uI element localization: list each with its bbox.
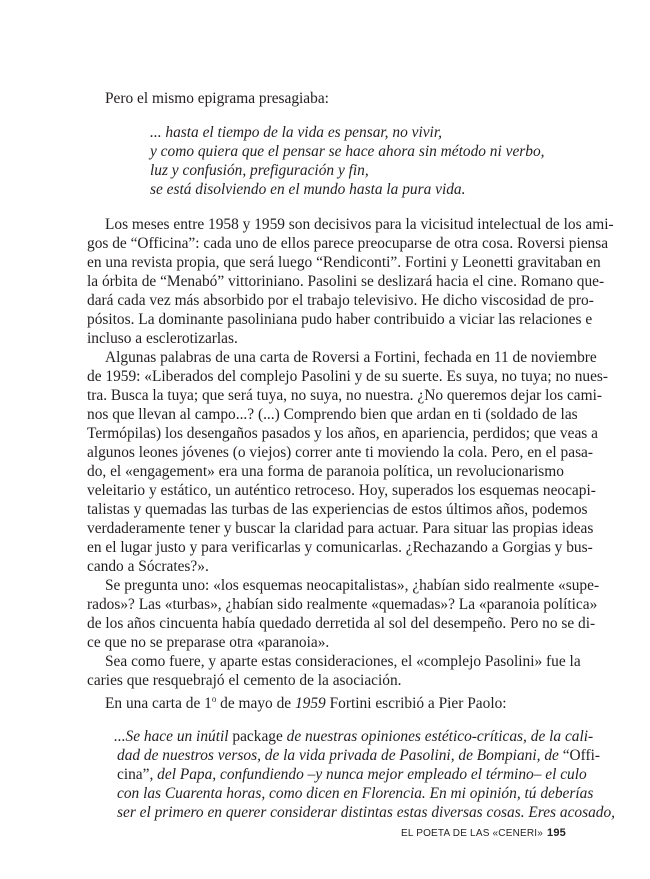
page-footer <box>401 827 566 839</box>
paragraph-line: do, el «engagement» era una forma de paranoia política, un revolucionarismo <box>87 463 564 480</box>
paragraph-line: veleitario y estático, un auténtico retroceso. Hoy, superados los esquemas neocapi- <box>87 482 596 499</box>
paragraph-line: de los años cincuenta había quedado derretida al sol del desempeño. Pero no se di- <box>87 615 596 632</box>
letter-intro-text: En una carta de 1 <box>105 695 212 713</box>
paragraph-line: Algunas palabras de una carta de Roversi a Fortini, fechada en 11 de noviembre <box>105 349 597 366</box>
running-head: EL POETA DE LAS «CENERI» <box>400 828 544 839</box>
paragraph-line: algunos leones jóvenes (o viejos) correr ante ti moviendo la cola. Pero, en el pasa- <box>87 444 594 461</box>
quote-text: de nuestras opiniones estético-críticas, de la cali- <box>282 728 594 745</box>
verse-line: y como quiera que el pensar se hace ahora sin método ni verbo, <box>150 143 545 160</box>
paragraph-line: en una revista propia, que será luego “Rendiconti”. Fortini y Leonetti gravitaban en <box>87 254 601 271</box>
paragraph-line: ce que no se preparase otra «paranoia». <box>87 634 330 651</box>
paragraph-line: Termópilas) los desengaños pasados y los años, en apariencia, perdidos; que veas a <box>87 425 598 442</box>
paragraph-line: en el lugar justo y para verificarlas y comunicarlas. ¿Rechazando a Gorgias y bus- <box>87 539 593 556</box>
paragraph-line: de 1959: «Liberados del complejo Pasolini y de su suerte. Es suya, no tuya; no nues- <box>87 368 609 385</box>
letter-intro-text: Fortini escribió a Pier Paolo: <box>325 695 507 713</box>
paragraph-line: nos que llevan al campo...? (...) Comprendo bien que ardan en ti (soldado de las <box>87 406 578 423</box>
paragraph-line: verdaderamente tener y buscar la claridad para actuar. Para situar las propias ideas <box>87 520 594 537</box>
paragraph-line: Se pregunta uno: «los esquemas neocapitalistas», ¿habían sido realmente «supe- <box>105 577 600 594</box>
letter-year: 1959 <box>294 695 326 713</box>
paragraph-line: talistas y quemadas las turbas de las experiencias de estos últimos años, podemos <box>87 501 588 518</box>
ordinal-superscript: o <box>211 694 217 704</box>
quote-line <box>117 746 601 765</box>
intro-line: Pero el mismo epigrama presagiaba: <box>105 90 329 107</box>
quote-text: dad de nuestros versos, de la vida privada de Pasolini, de Bompiani, de <box>117 747 563 764</box>
verse-line: se está disolviendo en el mundo hasta la pura vida. <box>150 181 466 198</box>
quote-roman-text: “Offi- <box>562 747 601 764</box>
quote-text: ...Se hace un inútil <box>114 728 233 745</box>
quote-line: con las Cuarenta horas, como dicen en Florencia. En mi opinión, tú deberías <box>117 785 594 802</box>
paragraph-line: la órbita de “Menabó” vittoriniano. Pasolini se deslizará hacia el cine. Romano que- <box>87 273 605 290</box>
paragraph-line: gos de “Officina”: cada uno de ellos parece preocuparse de otra cosa. Roversi piensa <box>87 235 609 252</box>
paragraph-line: tra. Busca la tuya; que será tuya, no suya, no nuestra. ¿No queremos dejar los cami- <box>87 387 602 404</box>
paragraph-line: incluso a esclerotizarlas. <box>87 330 238 347</box>
quote-line: ser el primero en querer considerar distintas estas diversas cosas. Eres acosado, <box>117 804 616 821</box>
verse-line: ... hasta el tiempo de la vida es pensar, no vivir, <box>150 124 442 141</box>
quote-roman-text: package <box>232 728 283 745</box>
letter-intro-text: de mayo de <box>216 695 295 713</box>
verse-line: luz y confusión, prefiguración y fin, <box>150 162 369 179</box>
paragraph-line: rados»? Las «turbas», ¿habían sido realmente «quemadas»? La «paranoia política» <box>87 596 598 613</box>
quote-roman-text: cina” <box>117 766 150 783</box>
paragraph-line: cando a Sócrates?». <box>87 558 209 575</box>
paragraph-line: Sea como fuere, y aparte estas consideraciones, el «complejo Pasolini» fue la <box>105 653 581 670</box>
quote-line <box>114 727 594 746</box>
paragraph-line: Los meses entre 1958 y 1959 son decisivos para la vicisitud intelectual de los ami- <box>105 216 614 233</box>
quote-line <box>117 765 587 784</box>
paragraph-line: caries que resquebrajó el cemento de la asociación. <box>87 672 402 689</box>
quote-text: , del Papa, confundiendo –y nunca mejor empleado el término– el culo <box>149 766 587 783</box>
paragraph-line: dará cada vez más absorbido por el trabajo televisivo. He dicho viscosidad de pro- <box>87 292 594 309</box>
paragraph-line: pósitos. La dominante pasoliniana pudo haber contribuido a viciar las relaciones e <box>87 311 593 328</box>
page-number: 195 <box>547 827 566 839</box>
